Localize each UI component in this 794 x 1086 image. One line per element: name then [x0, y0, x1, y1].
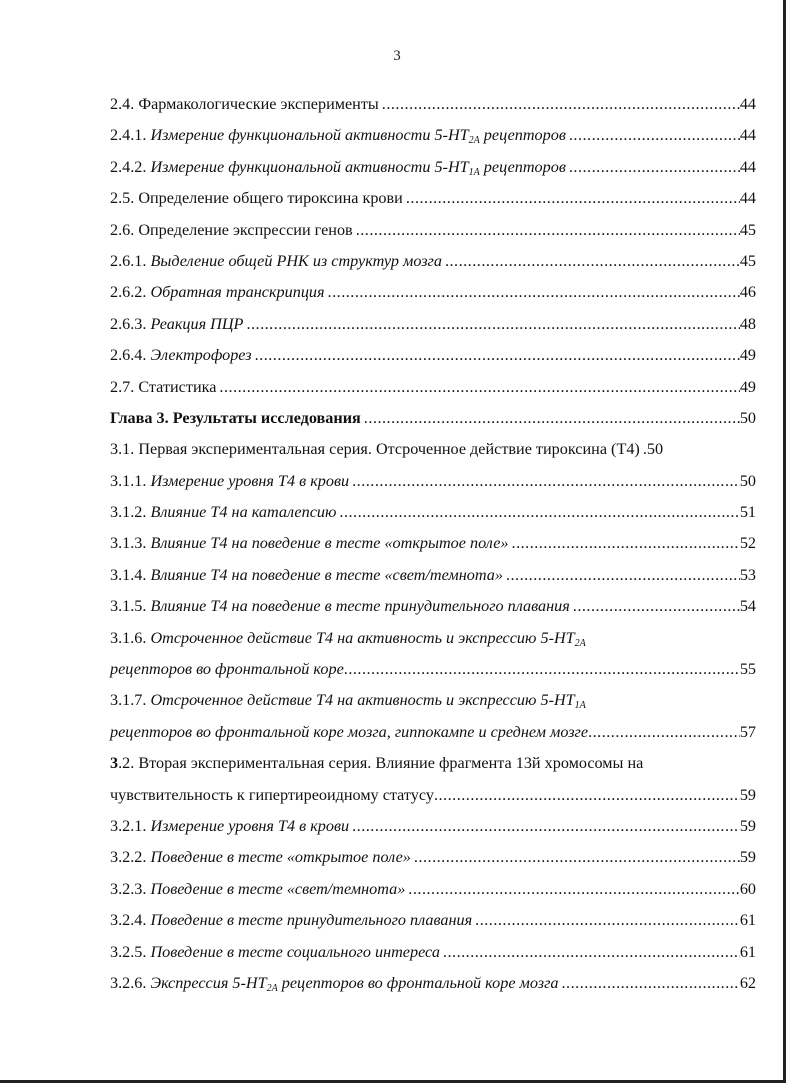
toc-entry-3-1-6: 3.1.6. Отсроченное действие Т4 на активность и экспрессию $5-HT_{2A}$ — [110, 628, 586, 649]
toc-entry-3-1: 3.1. Первая экспериментальная серия. Отсроченное действие тироксина (Т4) .50 — [110, 440, 664, 459]
toc-entry-3-1-1: 3.1.1. Измерение уровня Т4 в крови ..... 50 — [110, 466, 756, 497]
toc-entry-2-6-1: 2.6.1. Выделение общей РНК из структур мозга ..... 45 — [110, 246, 756, 277]
toc-entry-2-5: 2.5. Определение общего тироксина крови ..... 44 — [110, 183, 756, 214]
toc-entry-2-4: 2.4. Фармакологические эксперименты ..... 44 — [110, 89, 756, 120]
toc-entry-2-6-3: 2.6.3. Реакция ПЦР ..... 48 — [110, 309, 756, 340]
toc-entry-2-4-2: 2.4.2. Измерение функциональной активности $5-HT_{1A}$ рецепторов ..... 44 — [110, 152, 756, 183]
toc-entry-3-2-1: 3.2.1. Измерение уровня Т4 в крови ..... 59 — [110, 811, 756, 842]
toc-entry-3-2-continued: чувствительность к гипертиреоидному статусу ..... 59 — [110, 780, 756, 811]
toc-entry-3-1-6-continued: рецепторов во фронтальной коре ..... 55 — [110, 654, 756, 685]
toc-entry-3-1-7: 3.1.7. Отсроченное действие Т4 на активность и экспрессию $5-HT_{1A}$ — [110, 691, 586, 712]
toc-entry-2-6-2: 2.6.2. Обратная транскрипция ..... 46 — [110, 277, 756, 308]
toc-entry-3-1-4: 3.1.4. Влияние Т4 на поведение в тесте «свет/темнота» ..... 53 — [110, 560, 756, 591]
toc-entry-3-2-3: 3.2.3. Поведение в тесте «свет/темнота» ..... 60 — [110, 874, 756, 905]
table-of-contents — [110, 89, 756, 999]
toc-entry-3-1-5: 3.1.5. Влияние Т4 на поведение в тесте принудительного плавания ..... 54 — [110, 591, 756, 622]
toc-entry-3-2: 3.2. Вторая экспериментальная серия. Влияние фрагмента 13й хромосомы на — [110, 754, 644, 773]
toc-entry-2-4-1: 2.4.1. Измерение функциональной активности $5-HT_{2A}$ рецепторов ..... 44 — [110, 120, 756, 151]
toc-entry-3-2-5: 3.2.5. Поведение в тесте социального интереса ..... 61 — [110, 937, 756, 968]
toc-entry-chapter-3: Глава 3. Результаты исследования ..... 50 — [110, 403, 756, 434]
toc-entry-3-1-7-continued: рецепторов во фронтальной коре мозга, гиппокампе и среднем мозге ..... 57 — [110, 717, 756, 748]
toc-entry-3-1-2: 3.1.2. Влияние Т4 на каталепсию ..... 51 — [110, 497, 756, 528]
toc-entry-3-1-3: 3.1.3. Влияние Т4 на поведение в тесте «открытое поле» ..... 52 — [110, 528, 756, 559]
page-number: 3 — [393, 48, 401, 64]
toc-entry-2-6: 2.6. Определение экспрессии генов ..... 45 — [110, 215, 756, 246]
toc-entry-3-2-6: 3.2.6. Экспрессия $5-HT_{2A}$ рецепторов во фронтальной коре мозга ..... 62 — [110, 968, 756, 999]
toc-entry-3-2-2: 3.2.2. Поведение в тесте «открытое поле» ..... 59 — [110, 842, 756, 873]
toc-entry-2-6-4: 2.6.4. Электрофорез ..... 49 — [110, 340, 756, 371]
toc-entry-2-7: 2.7. Статистика ..... 49 — [110, 372, 756, 403]
toc-entry-3-2-4: 3.2.4. Поведение в тесте принудительного плавания ..... 61 — [110, 905, 756, 936]
